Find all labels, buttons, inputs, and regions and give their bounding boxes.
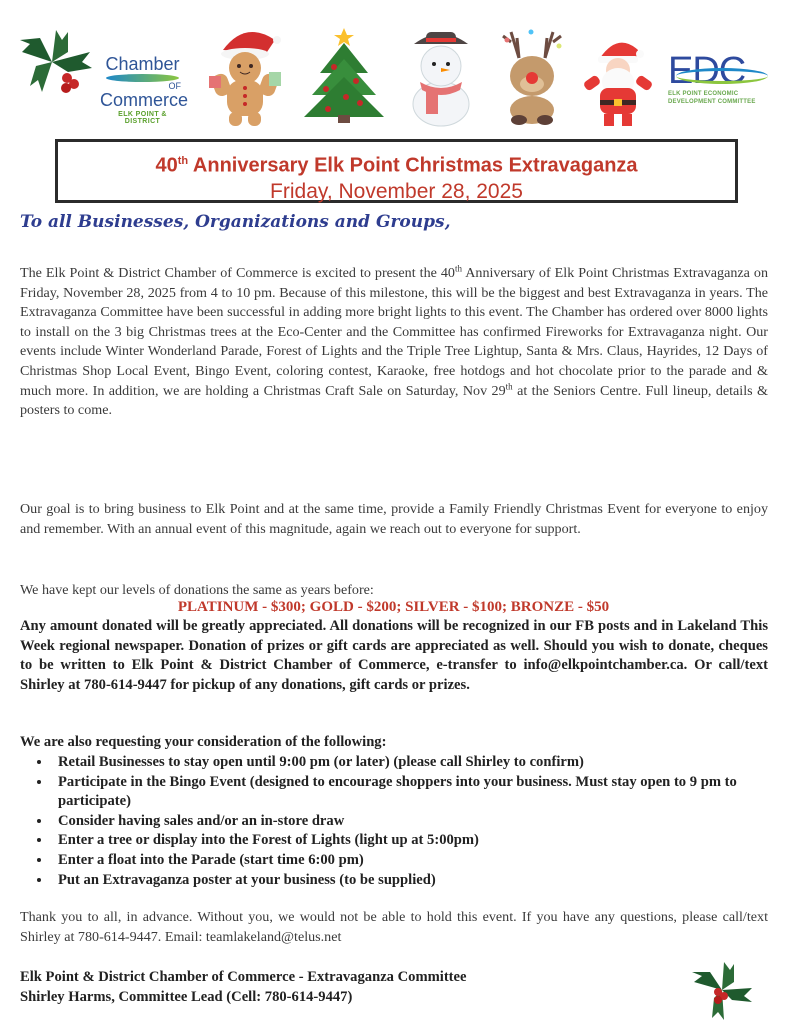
intro-paragraph (20, 264, 768, 421)
holly-icon (12, 22, 97, 100)
requests-list (20, 753, 768, 890)
title-ordinal: 40 (155, 154, 178, 177)
title-main: Anniversary Elk Point Christmas Extravaganza (188, 154, 638, 177)
holly-icon (688, 960, 756, 1022)
goal-paragraph: Our goal is to bring business to Elk Point and at the same time, provide a Family Friendly Christmas Event for everyone to enjoy and remember. With an annual event of this magnitude, again we reach out to everyone for support. (20, 501, 768, 537)
event-title (58, 149, 735, 178)
signature-person: Shirley Harms, Committee Lead (Cell: 780-614-9447) (20, 988, 353, 1005)
logo-text-of: OF (168, 81, 181, 91)
request-item: • Enter a tree or display into the Forest of Lights (light up at 5:00pm) (52, 831, 768, 851)
request-item: • Consider having sales and/or an in-store draw (52, 812, 768, 832)
swoosh-icon (676, 68, 768, 84)
edc-letters (668, 52, 778, 90)
logo-text-district: ELK POINT & DISTRICT (118, 111, 167, 125)
signature (20, 968, 467, 1007)
event-date: Friday, November 28, 2025 (270, 179, 523, 203)
edc-letters-text: EDC (668, 50, 746, 92)
reindeer-icon (497, 22, 567, 127)
snowman-icon (402, 22, 480, 127)
edc-logo (668, 52, 778, 106)
thanks-paragraph: Thank you to all, in advance. Without you, we would not be able to hold this event. If you have any questions, please call/text Shirley at 780-614-9447. Email: teamlakeland@telus.net (20, 909, 768, 945)
intro-sup-a: th (454, 263, 462, 274)
donation-note: Any amount donated will be greatly appreciated. All donations will be recognized in our FB posts and in Lakeland This Week regional newspaper. Donation of prizes or gift cards are appreciated as well. Should you wish to donate, cheques to be written to Elk Point & District Chamber of Commerce, e-transfer to info@elkpointchamber.ca. Or call/text Shirley at 780-614-9447 for pickup of any donations, gift cards or prizes. (20, 618, 768, 693)
edc-subtitle-line2: DEVELOPMENT COMMITTEE (668, 99, 756, 105)
request-item: • Participate in the Bingo Event (designed to encourage shoppers into your business. Must stay open to 9 pm to participate) (52, 773, 768, 812)
intro-text-c: at the Seniors Centre. Full lineup, details & posters to come. (20, 382, 768, 419)
edc-subtitle-line1: ELK POINT ECONOMIC (668, 91, 739, 97)
logo-text-chamber: Chamber (105, 54, 180, 74)
logo-text-commerce: Commerce (100, 90, 189, 110)
donation-levels: PLATINUM - $300; GOLD - $200; SILVER - $100; BRONZE - $50 (177, 599, 610, 615)
request-item: • Enter a float into the Parade (start time 6:00 pm) (52, 851, 768, 871)
intro-text-a: The Elk Point & District Chamber of Commerce is excited to present the 40 (20, 265, 455, 281)
header-decorations (0, 0, 787, 135)
request-item: • Put an Extravaganza poster at your business (to be supplied) (52, 871, 768, 891)
donation-intro: We have kept our levels of donations the same as years before: (20, 582, 374, 598)
request-item: • Retail Businesses to stay open until 9:00 pm (or later) (please call Shirley to confirm) (52, 753, 768, 773)
requests-heading: We are also requesting your consideration of the following: (20, 734, 387, 750)
signature-org: Elk Point & District Chamber of Commerce - Extravaganza Committee (20, 969, 467, 985)
christmas-tree-icon (298, 25, 390, 125)
greeting: To all Businesses, Organizations and Groups, (20, 212, 451, 232)
title-ordinal-suffix: th (177, 155, 189, 167)
intro-text-b: Anniversary of Elk Point Christmas Extravaganza on Friday, November 28, 2025 from 4 to 10 pm. Because of this milestone, this will be the biggest and best Extravaganza in years. The Extravaganza Committee have been successful in adding more bright lights to this event. The Chamber has ordered over 8000 lights to install on the 3 big Christmas trees at the Eco-Center and the Committee has confirmed Fireworks for Extravaganza night. Our events include Winter Wonderland Parade, Forest of Lights and the Triple Tree Lightup, Santa & Mrs. Claus, Hayrides, 12 Days of Christmas Shop Local Event, Bingo Event, coloring contest, Karaoke, free hotdogs and hot chocolate prior to the parade and & much more. In addition, we are holding a Christmas Craft Sale on Saturday, Nov 29 (20, 265, 769, 399)
title-box (55, 139, 738, 203)
santa-icon (580, 32, 656, 130)
chamber-of-commerce-logo (100, 54, 189, 125)
gingerbread-icon (205, 22, 285, 127)
intro-sup-b: th (505, 380, 513, 391)
